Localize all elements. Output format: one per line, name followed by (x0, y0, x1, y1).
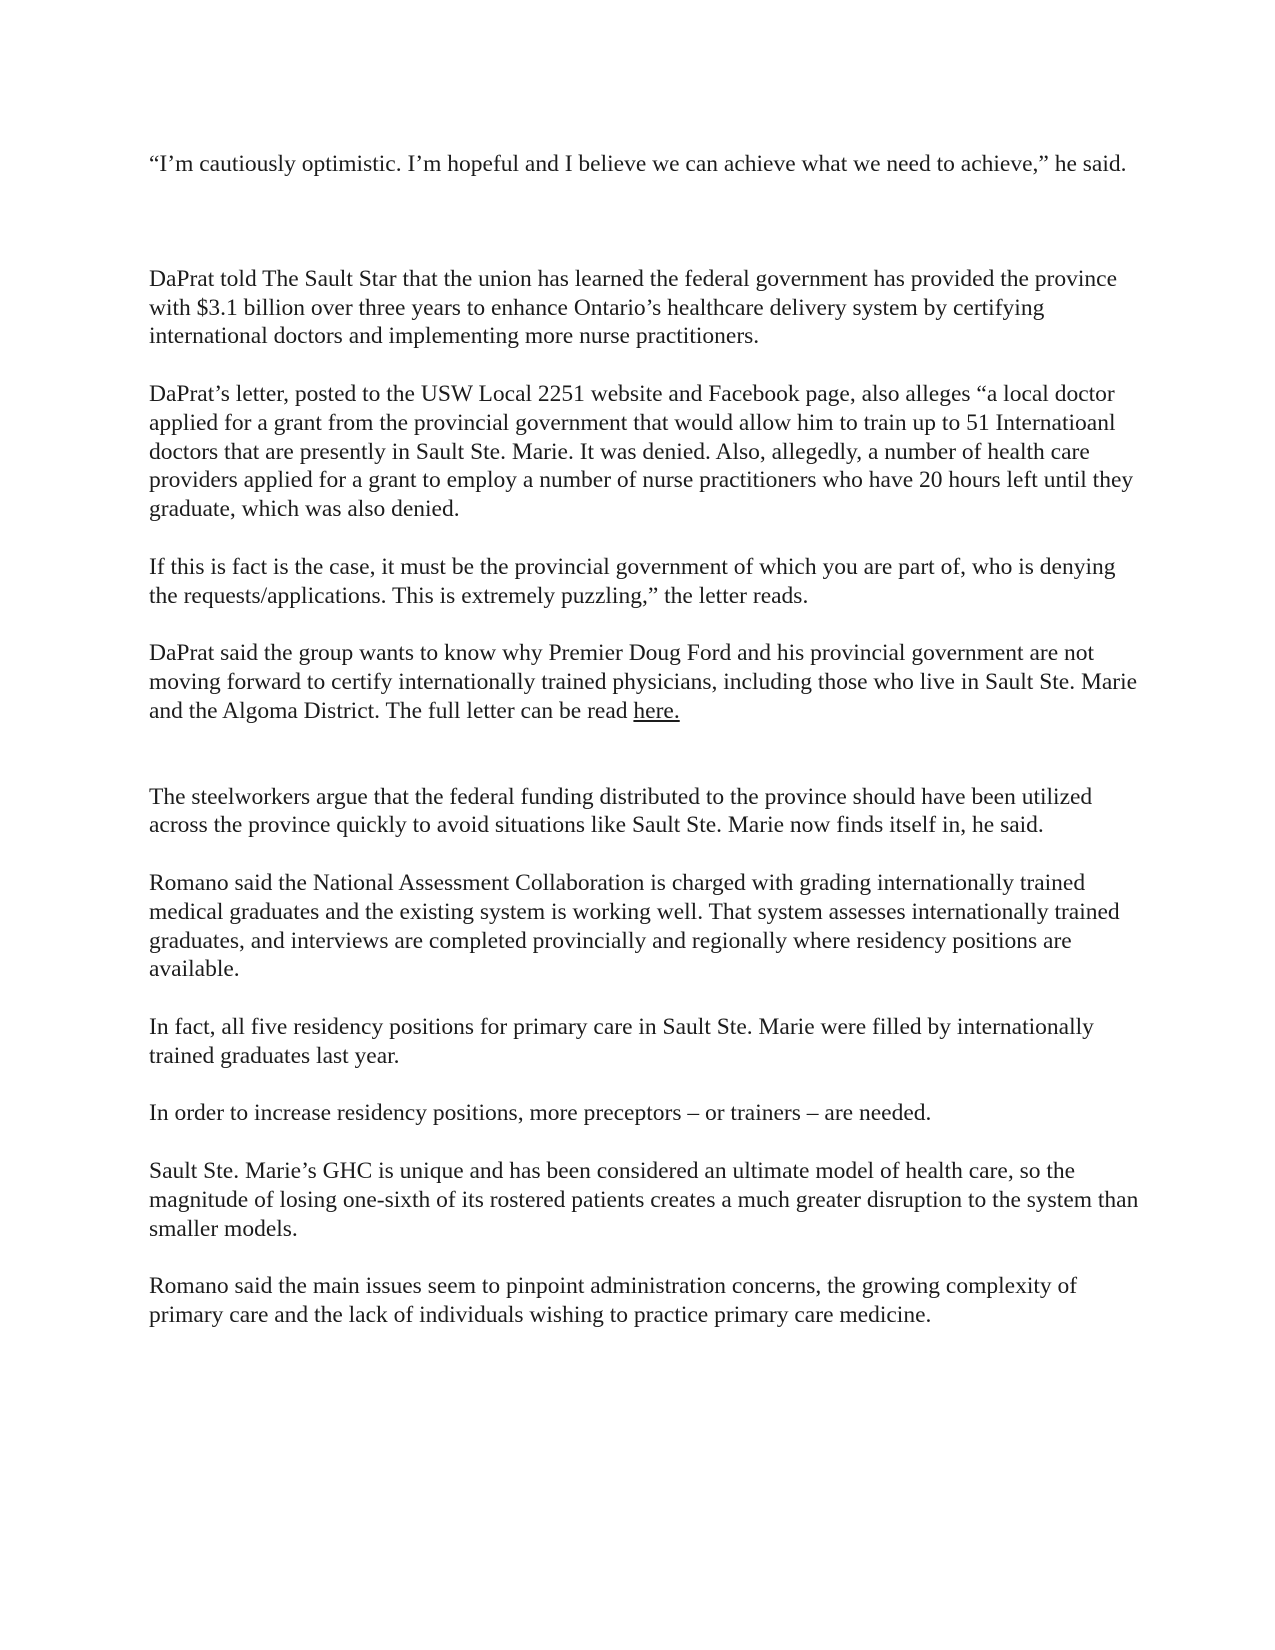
full-letter-link[interactable]: here. (633, 697, 680, 724)
paragraph-provincial-denial: If this is fact is the case, it must be the provincial government of which you are part of, who is denying the requests/applications. This is extremely puzzling,” the letter reads. (149, 553, 1116, 609)
paragraph-national-assessment: Romano said the National Assessment Collaboration is charged with grading internationally trained medical graduates and the existing system is working well. That system assesses internationally trained graduates, and interviews are completed provincially and regionally where residency positions are available. (149, 869, 1120, 983)
paragraph-federal-funding: DaPrat told The Sault Star that the union has learned the federal government has provided the province with $3.1 billion over three years to enhance Ontario’s healthcare delivery system by certifying international doctors and implementing more nurse practitioners. (149, 265, 1117, 350)
paragraph-premier-question (149, 639, 1139, 725)
article-body (149, 150, 1139, 1330)
paragraph-steelworkers: The steelworkers argue that the federal funding distributed to the province should have been utilized across the province quickly to avoid situations like Sault Ste. Marie now finds itself in, he said. (149, 783, 1093, 839)
paragraph-residency-filled: In fact, all five residency positions for primary care in Sault Ste. Marie were filled by internationally trained graduates last year. (149, 1013, 1094, 1069)
paragraph-quote: “I’m cautiously optimistic. I’m hopeful and I believe we can achieve what we need to achieve,” he said. (149, 151, 1127, 177)
paragraph-premier-question-text: DaPrat said the group wants to know why Premier Doug Ford and his provincial government are not moving forward to certify internationally trained physicians, including those who live in Sault Ste. Marie and the Algoma District. The full letter can be read (149, 640, 1138, 724)
paragraph-preceptors: In order to increase residency positions, more preceptors – or trainers – are needed. (149, 1100, 932, 1127)
paragraph-main-issues: Romano said the main issues seem to pinpoint administration concerns, the growing complexity of primary care and the lack of individuals wishing to practice primary care medicine. (149, 1273, 1078, 1328)
paragraph-ghc: Sault Ste. Marie’s GHC is unique and has been considered an ultimate model of health care, so the magnitude of losing one-sixth of its rostered patients creates a much greater disruption to the system than smaller models. (149, 1157, 1139, 1242)
paragraph-letter-allegation: DaPrat’s letter, posted to the USW Local 2251 website and Facebook page, also alleges “a local doctor applied for a grant from the provincial government that would allow him to train up to 51 Internatioanl doctors that are presently in Sault Ste. Marie. It was denied. Also, allegedly, a number of health care providers applied for a grant to employ a number of nurse practitioners who have 20 hours left until they graduate, which was also denied. (149, 380, 1134, 523)
